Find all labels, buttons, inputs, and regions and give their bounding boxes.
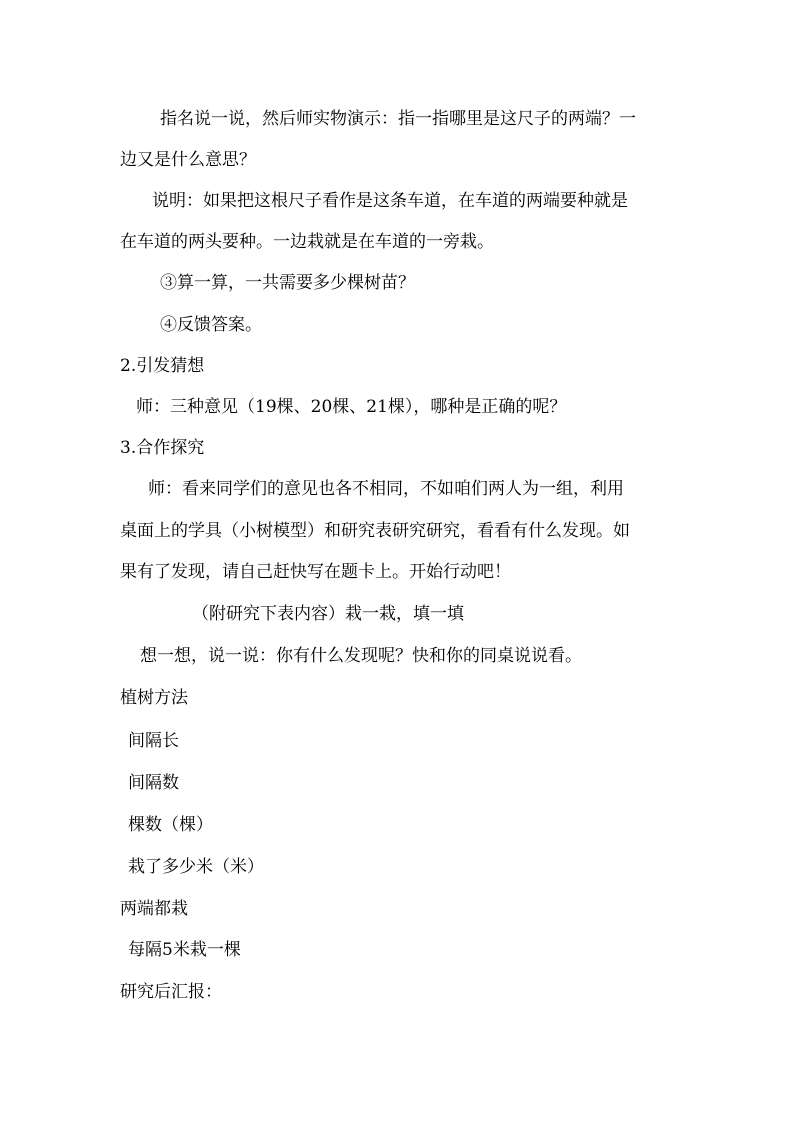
table-header-method: 植树方法 (120, 688, 188, 708)
paragraph-line: 桌面上的学具（小树模型）和研究表研究研究，看看有什么发现。如 (120, 521, 630, 541)
table-header-tree-count: 棵数（棵） (128, 815, 213, 835)
section-heading: 3.合作探究 (120, 438, 205, 458)
table-header-interval-length: 间隔长 (128, 731, 179, 751)
paragraph-line: 在车道的两头要种。一边栽就是在车道的一旁栽。 (120, 232, 494, 252)
paragraph-line: 师：三种意见（19棵、20棵、21棵），哪种是正确的呢？ (136, 397, 567, 417)
paragraph-line: （附研究下表内容）栽一栽，填一填 (192, 604, 464, 624)
paragraph-line: 指名说一说，然后师实物演示：指一指哪里是这尺子的两端？一 (160, 109, 636, 129)
paragraph-line: 研究后汇报： (120, 982, 222, 1002)
paragraph-line: 想一想，说一说：你有什么发现呢？快和你的同桌说说看。 (140, 646, 582, 666)
paragraph-line: ③算一算，一共需要多少棵树苗？ (160, 273, 415, 293)
table-header-interval-count: 间隔数 (128, 773, 179, 793)
paragraph-line: 说明：如果把这根尺子看作是这条车道，在车道的两端要种就是 (152, 191, 628, 211)
paragraph-line: 师：看来同学们的意见也各不相同，不如咱们两人为一组，利用 (148, 479, 624, 499)
paragraph-line: ④反馈答案。 (160, 315, 262, 335)
paragraph-line: 果有了发现，请自己赶快写在题卡上。开始行动吧！ (120, 562, 511, 582)
table-row-every-5m: 每隔5米栽一棵 (128, 940, 241, 960)
table-row-both-ends: 两端都栽 (120, 899, 188, 919)
section-heading: 2.引发猜想 (120, 356, 205, 376)
table-header-length-planted: 栽了多少米（米） (128, 857, 264, 877)
paragraph-line: 边又是什么意思？ (120, 150, 256, 170)
